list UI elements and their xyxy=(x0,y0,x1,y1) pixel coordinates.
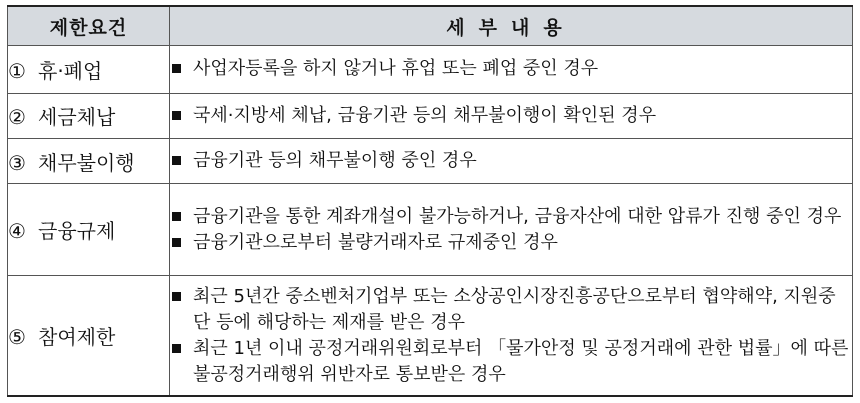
row-number: ⑤ xyxy=(8,325,26,350)
detail-text: 금융기관을 통한 계좌개설이 불가능하거나, 금융자산에 대한 압류가 진행 중인 경우 xyxy=(193,205,842,227)
square-bullet-icon xyxy=(172,292,181,301)
table-row xyxy=(8,276,853,396)
list-item xyxy=(170,204,852,230)
square-bullet-icon xyxy=(172,64,181,73)
detail-text: 금융기관 등의 채무불이행 중인 경우 xyxy=(193,150,477,172)
condition-cell xyxy=(8,276,170,396)
detail-text: 국세·지방세 체납, 금융기관 등의 채무불이행이 확인된 경우 xyxy=(193,104,657,126)
row-number: ① xyxy=(8,58,26,83)
detail-text: 금융기관으로부터 불량거래자로 규제중인 경우 xyxy=(193,231,558,253)
condition-label: 채무불이행 xyxy=(38,150,135,175)
detail-text: 최근 1년 이내 공정거래위원회로부터 「물가안정 및 공정거래에 관한 법률」에 따른 불공정거래행위 위반자로 통보받은 경우 xyxy=(193,337,849,385)
header-condition: 제한요건 xyxy=(8,6,170,46)
detail-text: 사업자등록을 하지 않거나 휴업 또는 폐업 중인 경우 xyxy=(193,58,599,80)
list-item xyxy=(170,56,852,82)
table-row xyxy=(8,93,853,138)
condition-cell xyxy=(8,184,170,276)
detail-cell xyxy=(170,46,853,93)
list-item xyxy=(170,230,852,256)
condition-label: 금융규제 xyxy=(38,219,116,244)
condition-label: 세금체납 xyxy=(38,105,116,130)
row-number: ③ xyxy=(8,150,26,175)
restriction-table xyxy=(7,5,853,397)
condition-cell xyxy=(8,139,170,184)
square-bullet-icon xyxy=(172,212,181,221)
condition-label: 휴·폐업 xyxy=(38,58,103,83)
square-bullet-icon xyxy=(172,111,181,120)
square-bullet-icon xyxy=(172,156,181,165)
row-number: ② xyxy=(8,105,26,130)
detail-cell xyxy=(170,184,853,276)
list-item xyxy=(170,284,852,336)
condition-cell xyxy=(8,46,170,93)
detail-cell xyxy=(170,276,853,396)
table-row xyxy=(8,139,853,184)
list-item xyxy=(170,103,852,129)
list-item xyxy=(170,336,852,388)
table-header-row xyxy=(8,6,853,46)
condition-label: 참여제한 xyxy=(38,325,116,350)
list-item xyxy=(170,148,852,174)
detail-text: 최근 5년간 중소벤처기업부 또는 소상공인시장진흥공단으로부터 협약해약, 지원중단 등에 해당하는 제재를 받은 경우 xyxy=(193,285,836,333)
header-details: 세부내용 xyxy=(170,6,853,46)
condition-cell xyxy=(8,93,170,138)
row-number: ④ xyxy=(8,219,26,244)
square-bullet-icon xyxy=(172,238,181,247)
table-row xyxy=(8,184,853,276)
table-row xyxy=(8,46,853,93)
detail-cell xyxy=(170,139,853,184)
square-bullet-icon xyxy=(172,344,181,353)
detail-cell xyxy=(170,93,853,138)
